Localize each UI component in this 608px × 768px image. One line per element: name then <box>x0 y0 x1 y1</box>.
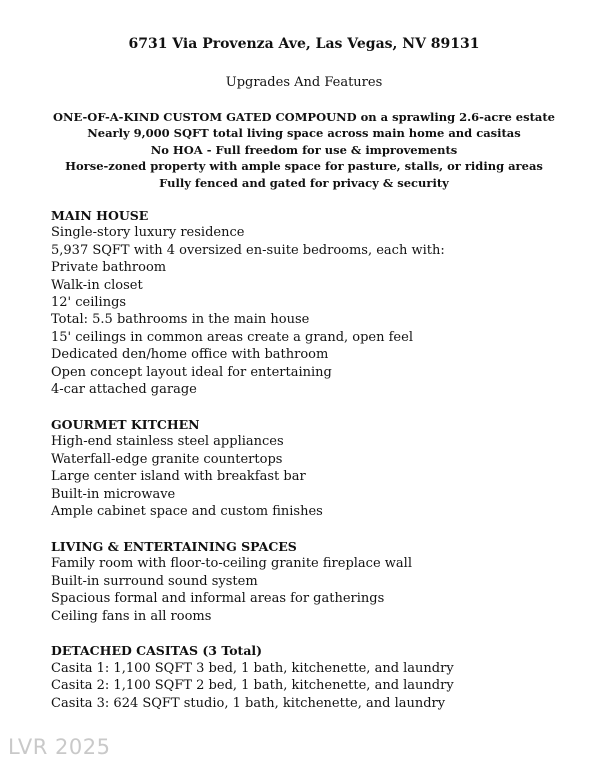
section-main-house <box>51 207 596 398</box>
section-living-entertaining <box>51 538 596 625</box>
section-detached-casitas <box>51 642 596 712</box>
list-item: Total: 5.5 bathrooms in the main house <box>51 312 310 328</box>
list-item: Ample cabinet space and custom finishes <box>51 504 323 519</box>
list-item: 4-car attached garage <box>51 382 197 398</box>
list-item: 15' ceilings in common areas create a grand, open feel <box>51 329 413 345</box>
list-item: High-end stainless steel appliances <box>51 434 284 450</box>
list-item: Spacious formal and informal areas for gatherings <box>51 591 385 607</box>
list-item: Casita 1: 1,100 SQFT 3 bed, 1 bath, kitchenette, and laundry <box>51 660 454 676</box>
list-item: Large center island with breakfast bar <box>51 469 306 485</box>
section-heading: LIVING & ENTERTAINING SPACES <box>51 538 297 554</box>
list-item: Dedicated den/home office with bathroom <box>51 347 329 363</box>
list-item: 12' ceilings <box>51 295 127 311</box>
list-item: Casita 3: 624 SQFT studio, 1 bath, kitchenette, and laundry <box>51 695 446 711</box>
document-subtitle: Upgrades And Features <box>225 75 383 90</box>
section-heading: GOURMET KITCHEN <box>51 416 200 432</box>
list-item: Walk-in closet <box>51 277 143 293</box>
list-item: Waterfall-edge granite countertops <box>51 451 283 467</box>
feature-sections <box>51 207 596 730</box>
list-item: Open concept layout ideal for entertaining <box>51 364 332 380</box>
list-item: Family room with floor-to-ceiling granite fireplace wall <box>51 556 412 572</box>
list-item: Private bathroom <box>51 260 167 276</box>
highlight-line: Fully fenced and gated for privacy & security <box>159 175 449 190</box>
list-item: Built-in surround sound system <box>51 573 258 589</box>
list-item: Single-story luxury residence <box>51 225 245 241</box>
list-item: Ceiling fans in all rooms <box>51 608 212 624</box>
list-item: Built-in microwave <box>51 486 176 502</box>
section-gourmet-kitchen <box>51 416 596 520</box>
highlight-line: Horse-zoned property with ample space for pasture, stalls, or riding areas <box>65 159 543 174</box>
highlight-line: Nearly 9,000 SQFT total living space across main home and casitas <box>87 126 521 141</box>
section-heading: MAIN HOUSE <box>51 208 149 223</box>
watermark: LVR 2025 <box>8 735 111 759</box>
highlight-line: ONE-OF-A-KIND CUSTOM GATED COMPOUND on a sprawling 2.6-acre estate <box>53 110 555 124</box>
list-item: Casita 2: 1,100 SQFT 2 bed, 1 bath, kitchenette, and laundry <box>51 678 454 694</box>
section-heading: DETACHED CASITAS (3 Total) <box>51 643 263 659</box>
list-item: 5,937 SQFT with 4 oversized en-suite bedrooms, each with: <box>51 242 445 258</box>
highlight-line: No HOA - Full freedom for use & improvements <box>150 142 458 157</box>
document-title: 6731 Via Provenza Ave, Las Vegas, NV 89131 <box>128 36 480 52</box>
highlights-block <box>0 109 608 191</box>
